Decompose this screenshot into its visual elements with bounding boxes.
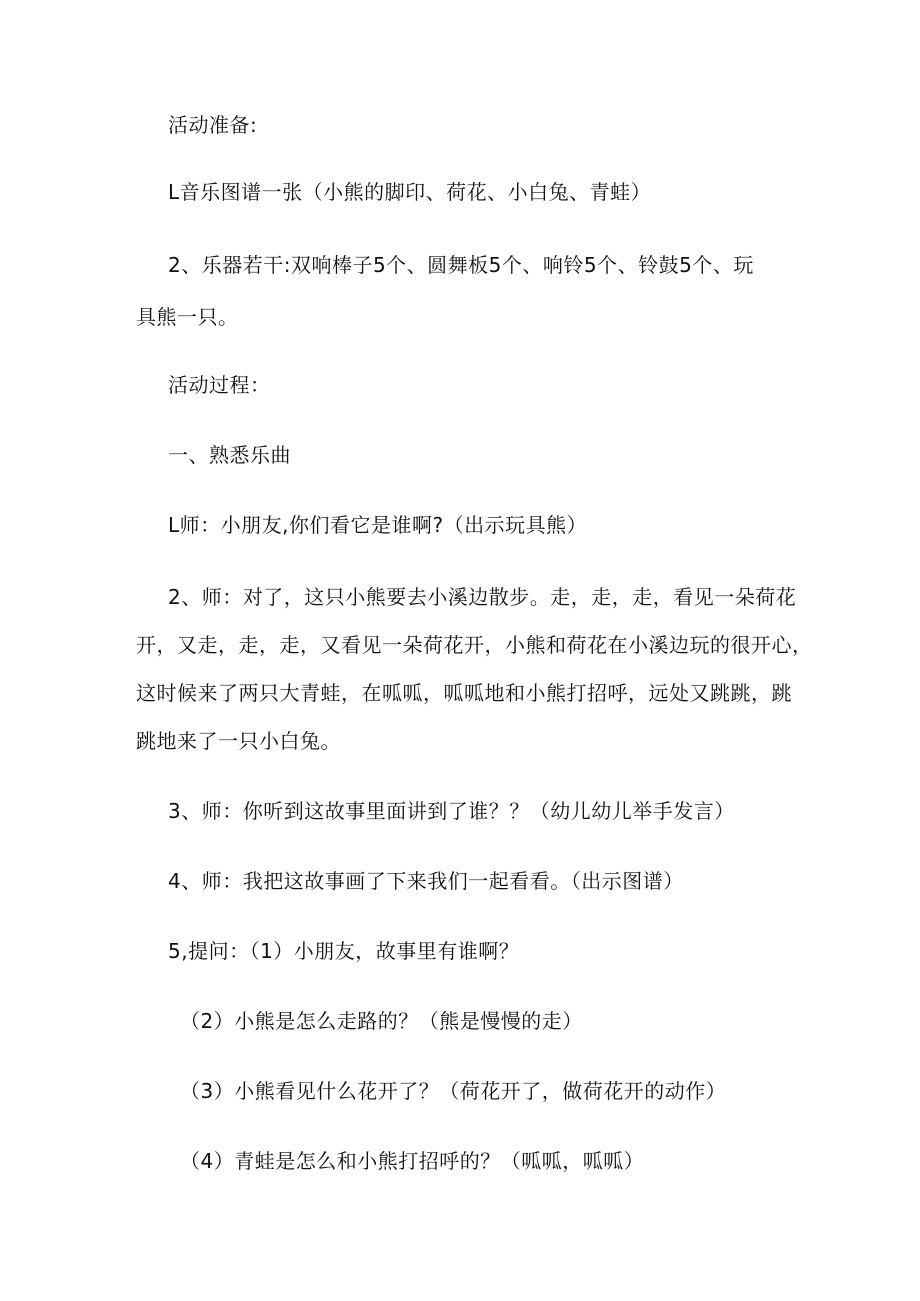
question-line: （4）青蛙是怎么和小熊打招呼的？（呱呱，呱呱） [180, 1149, 645, 1173]
paragraph-line: 5,提问：（1）小朋友，故事里有谁啊？ [168, 939, 520, 963]
paragraph-line: 这时候来了两只大青蛙，在呱呱，呱呱地和小熊打招呼，远处又跳跳，跳 [136, 681, 792, 705]
subsection-heading: 一、熟悉乐曲 [168, 443, 291, 467]
paragraph-line: 跳地来了一只小白兔。 [136, 729, 341, 753]
paragraph-line: 4、师：我把这故事画了下来我们一起看看。（出示图谱） [168, 869, 684, 893]
section-heading-process: 活动过程： [168, 373, 271, 397]
section-heading-preparation: 活动准备: [168, 113, 258, 137]
paragraph-line: 2、师：对了，这只小熊要去小溪边散步。走，走，走，看见一朵荷花 [168, 585, 797, 609]
question-line: （3）小熊看见什么花开了？（荷花开了，做荷花开的动作） [180, 1079, 727, 1103]
paragraph-line: 具熊一只。 [136, 305, 239, 329]
paragraph-line: L师：小朋友,你们看它是谁啊?（出示玩具熊） [168, 513, 588, 537]
paragraph-line: 3、师：你听到这故事里面讲到了谁？？（幼儿幼儿举手发言） [168, 799, 735, 823]
paragraph-line: L音乐图谱一张（小熊的脚印、荷花、小白兔、青蛙） [168, 180, 652, 204]
question-line: （2）小熊是怎么走路的？（熊是慢慢的走） [180, 1009, 583, 1033]
paragraph-line: 开，又走，走，走，又看见一朵荷花开，小熊和荷花在小溪边玩的很开心， [136, 633, 813, 657]
paragraph-line: 2、乐器若干:双响棒子5个、圆舞板5个、响铃5个、铃鼓5个、玩 [168, 253, 754, 277]
